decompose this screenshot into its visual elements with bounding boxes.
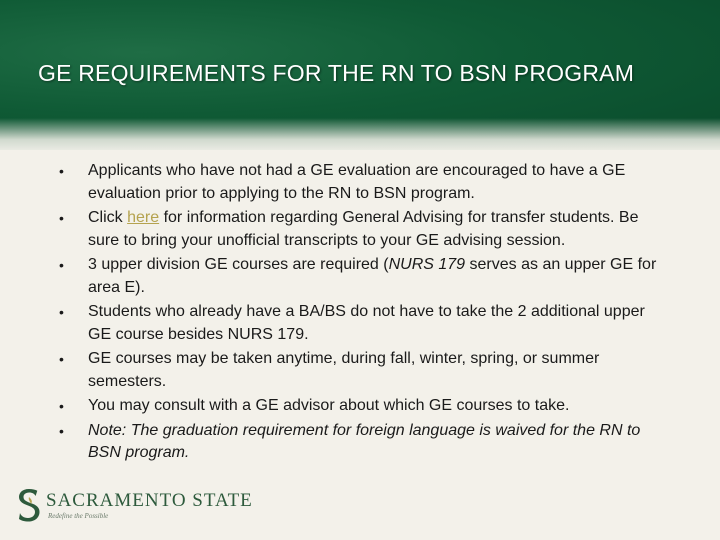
bullet-item [50, 254, 670, 299]
bullet-dot: • [59, 304, 64, 320]
logo-tagline: Redefine the Possible [48, 512, 109, 520]
university-logo [16, 486, 253, 526]
bullet-text: You may consult with a GE advisor about which GE courses to take. [88, 397, 570, 414]
bullet-item [50, 395, 670, 418]
bullet-text: GE courses may be taken anytime, during fall, winter, spring, or summer semesters. [88, 350, 600, 390]
bullet-dot: • [59, 351, 64, 367]
bullet-text: Students who already have a BA/BS do not have to take the 2 additional upper GE course besides NURS 179. [88, 303, 645, 343]
logo-wordmark: SACRAMENTO STATE [46, 490, 253, 511]
bullet-text-after: serves as an upper GE for area E). [88, 256, 657, 296]
advising-link[interactable]: here [127, 209, 160, 226]
bullet-item [50, 348, 670, 393]
bullet-item [50, 207, 670, 252]
bullet-text: Applicants who have not had a GE evaluation are encouraged to have a GE evaluation prior to applying to the RN to BSN program. [88, 162, 626, 202]
bullet-dot: • [59, 210, 64, 226]
bullet-item [50, 160, 670, 205]
sac-state-s-icon [16, 488, 42, 522]
bullet-list [50, 160, 670, 465]
bullet-dot: • [59, 422, 64, 439]
bullet-text-before: 3 upper division GE courses are required ( [88, 256, 389, 273]
bullet-dot: • [59, 163, 64, 179]
bullet-text: Note: The graduation requirement for foreign language is waived for the RN to BSN program. [88, 421, 641, 461]
bullet-dot: • [59, 398, 64, 414]
bullet-text-after: for information regarding General Advising for transfer students. Be sure to bring your unofficial transcripts to your GE advising session. [88, 209, 639, 249]
bullet-text-before: Click [88, 209, 128, 226]
bullet-item [50, 301, 670, 346]
bullet-item [50, 420, 670, 465]
bullet-list-container [50, 160, 670, 467]
banner-fade [0, 118, 720, 154]
bullet-dot: • [59, 257, 64, 273]
course-code: NURS 179 [388, 256, 466, 273]
slide-title: GE REQUIREMENTS FOR THE RN TO BSN PROGRAM [38, 60, 635, 86]
